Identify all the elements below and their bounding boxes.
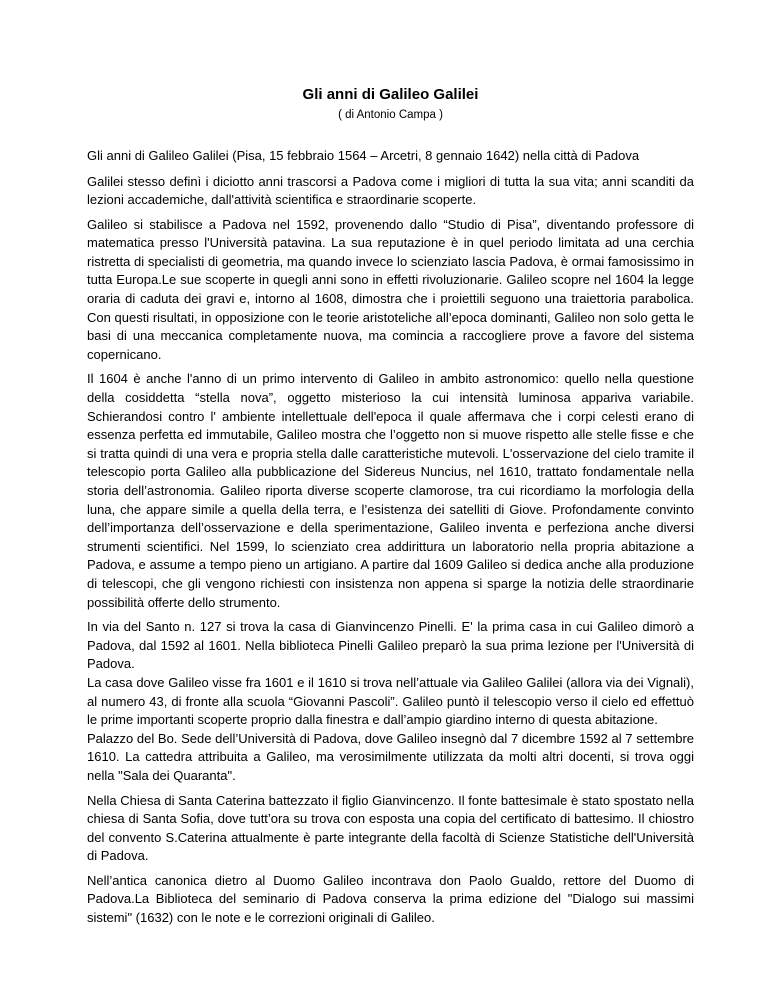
- paragraph-5: La casa dove Galileo visse fra 1601 e il 1610 si trova nell’attuale via Galileo Galilei (allora via dei Vignali), al numero 43, di fronte alla scuola “Giovanni Pascoli”. Galileo puntò il telescopio verso il cielo ed effettuò le prime importanti scoperte proprio dalla finestra e dall’ampio giardino interno di questa abitazione.: [87, 674, 694, 728]
- paragraph-6: Palazzo del Bo. Sede dell’Università di Padova, dove Galileo insegnò dal 7 dicembre 1592 al 7 settembre 1610. La cattedra attribuita a Galileo, ma verosimilmente utilizzata da molti altri docenti, si trova oggi nella "Sala dei Quaranta".: [87, 730, 694, 783]
- paragraph-1: Galilei stesso definì i diciotto anni trascorsi a Padova come i migliori di tutta la sua vita; anni scanditi da lezioni accademiche, dall'attività scientifica e straordinarie scoperte.: [87, 173, 694, 208]
- paragraph-3: Il 1604 è anche l'anno di un primo intervento di Galileo in ambito astronomico: quello nella questione della cosiddetta “stella nova”, oggetto misterioso la cui intensità luminosa appariva variabile. Schierandosi contro l' ambiente intellettuale dell'epoca il quale affermava che i corpi celesti erano di essenza perfetta ed immutabile, Galileo mostra che l’oggetto non si muove rispetto alle stelle fisse e che si tratta quindi di una vera e propria stella dalle caratteristiche mutevoli. L'osservazione del cielo tramite il telescopio porta Galileo alla pubblicazione del Sidereus Nuncius, nel 1610, trattato fondamentale nella storia dell’astronomia. Galileo riporta diverse scoperte clamorose, tra cui ricordiamo la morfologia della luna, che appare simile a quella della terra, e l’esistenza dei satelliti di Giove. Profondamente convinto dell’importanza dell’osservazione e della sperimentazione, Galileo inventa e perfeziona anche diversi strumenti scientifici. Nel 1599, lo scienziato crea addirittura un laboratorio nella propria abitazione a Padova, e assume a tempo pieno un artigiano. A partire dal 1609 Galileo si dedica anche alla produzione di telescopi, che gli vengono richiesti con insistenza non appena si sparge la notizia delle straordinarie possibilità offerte dello strumento.: [87, 371, 694, 610]
- paragraph-2: Galileo si stabilisce a Padova nel 1592, provenendo dallo “Studio di Pisa”, diventando professore di matematica presso l'Università patavina. La sua reputazione è in quel periodo limitata ad una cerchia ristretta di specialisti di geometria, ma quando invece lo scienziato lascia Padova, è ormai famosissimo in tutta Europa.Le sue scoperte in quegli anni sono in effetti rivoluzionarie. Galileo scopre nel 1604 la legge oraria di caduta dei gravi e, intorno al 1608, dimostra che i proiettili seguono una traiettoria parabolica. Con questi risultati, in opposizione con le teorie aristoteliche all’epoca dominanti, Galileo non solo getta le basi di una meccanica completamente nuova, ma comincia a raccogliere prove a favore del sistema copernicano.: [87, 216, 694, 362]
- intro-line: Gli anni di Galileo Galilei (Pisa, 15 febbraio 1564 – Arcetri, 8 gennaio 1642) nella città di Padova: [87, 148, 640, 163]
- paragraph-4: In via del Santo n. 127 si trova la casa di Gianvincenzo Pinelli. E' la prima casa in cui Galileo dimorò a Padova, dal 1592 al 1601. Nella biblioteca Pinelli Galileo preparò la sua prima lezione per l'Università di Padova.: [87, 619, 694, 672]
- paragraph-8: Nell’antica canonica dietro al Duomo Galileo incontrava don Paolo Gualdo, rettore del Duomo di Padova.La Biblioteca del seminario di Padova conserva la prima edizione del "Dialogo sui massimi sistemi" (1632) con le note e le correzioni originali di Galileo.: [87, 872, 694, 926]
- document-author: ( di Antonio Campa ): [338, 109, 443, 121]
- document-title: Gli anni di Galileo Galilei: [302, 86, 479, 103]
- paragraph-7: Nella Chiesa di Santa Caterina battezzato il figlio Gianvincenzo. Il fonte battesimale è stato spostato nella chiesa di Santa Sofia, dove tutt’ora su trova con esposta una copia del certificato di battesimo. Il chiostro del convento S.Caterina attualmente è parte integrante della facoltà di Scienze Statistiche dell'Università di Padova.: [87, 792, 694, 864]
